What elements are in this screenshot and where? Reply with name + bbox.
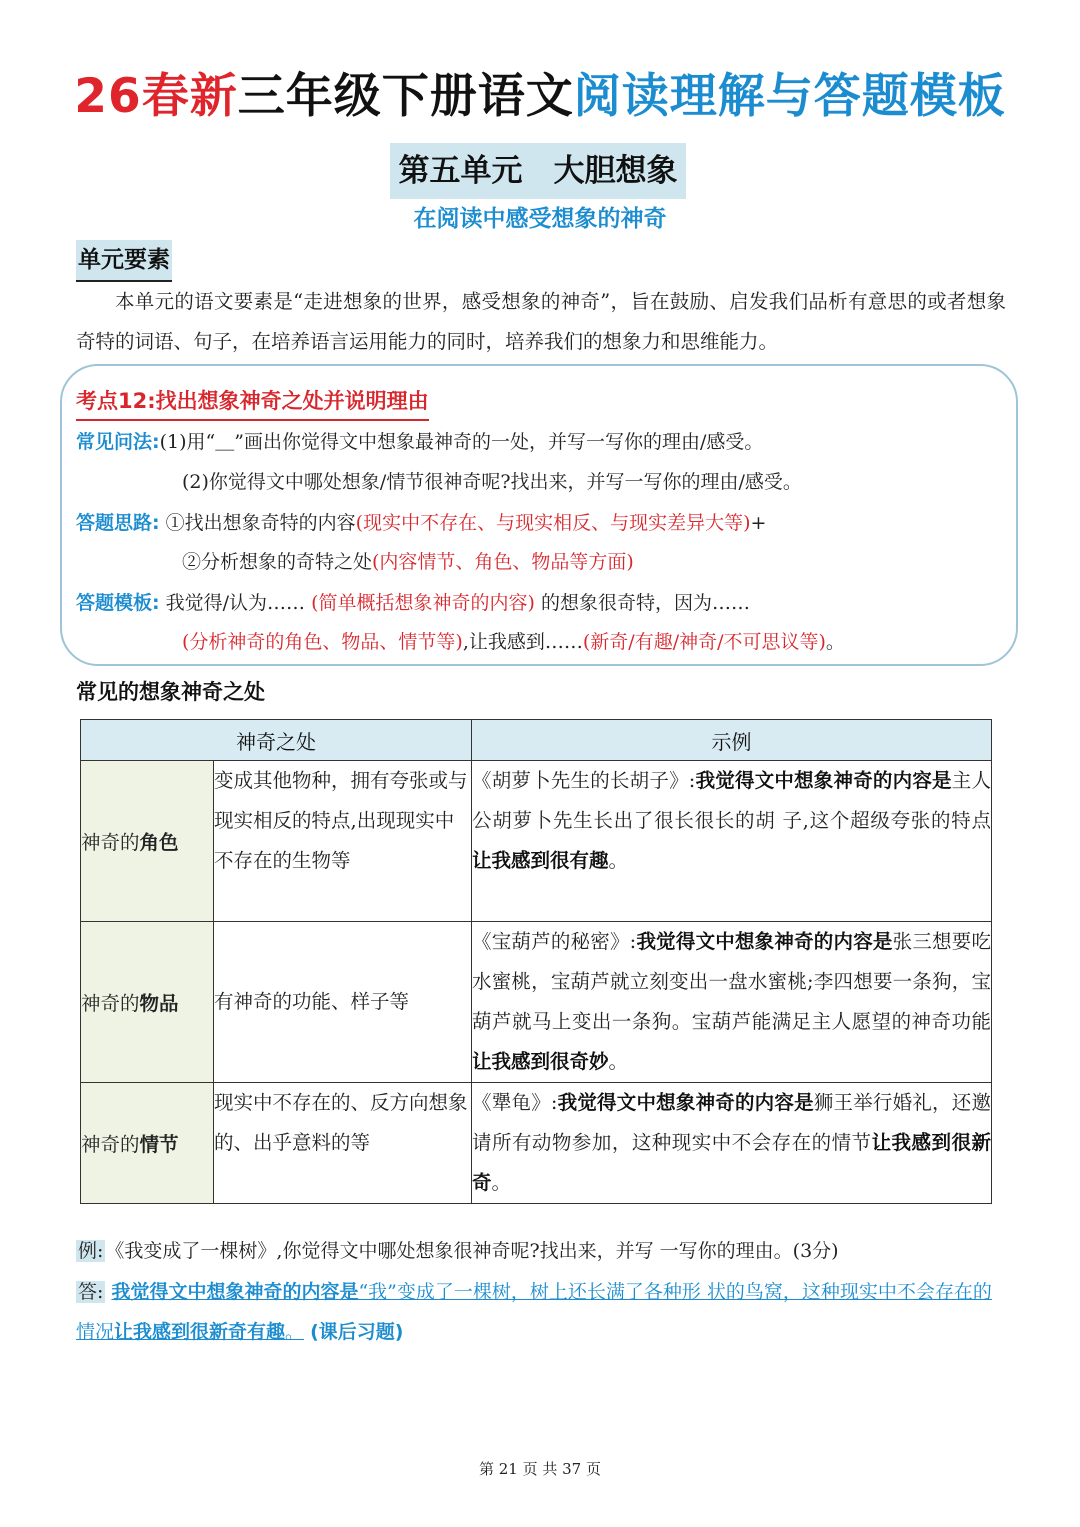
category-prefix: 神奇的 bbox=[81, 831, 140, 854]
template-2-d: 。 bbox=[825, 631, 845, 653]
example-end: 。 bbox=[608, 849, 629, 872]
answer-underlined bbox=[76, 1281, 992, 1343]
example-end: 。 bbox=[491, 1171, 512, 1194]
table-row bbox=[81, 922, 992, 1083]
answer-block bbox=[76, 1272, 1006, 1352]
page-footer: 第 21 页 共 37 页 bbox=[478, 1460, 601, 1478]
example-body: 张三想要吃水蜜桃，宝葫芦就立刻变出一盘水蜜桃;李四想要一条狗，宝葫芦就马上变出一条狗。宝葫芦能满足主人愿望的神奇功能 bbox=[472, 930, 991, 1033]
example-lead: 我觉得文中想象神奇的内容是 bbox=[636, 930, 893, 953]
template-1-b: (简单概括想象神奇的内容) bbox=[311, 592, 535, 614]
title-part-3: 阅读理解与答题模板 bbox=[573, 69, 1006, 124]
category-cell bbox=[81, 761, 214, 922]
think-label: 答题思路: bbox=[76, 512, 160, 534]
example-book: 《宝葫芦的秘密》: bbox=[472, 930, 637, 953]
example-body: 主人公胡萝卜先生长出了很长很长的胡 子,这个超级夸张的特点 bbox=[472, 769, 991, 832]
table-row bbox=[81, 1083, 992, 1204]
example-cell bbox=[472, 922, 992, 1083]
template-row-2 bbox=[182, 622, 845, 662]
template-1-c: 的想象很奇特，因为…… bbox=[540, 592, 750, 614]
think-1-note: (现实中不存在、与现实相反、与现实差异大等) bbox=[355, 512, 751, 534]
example-lead: 我觉得文中想象神奇的内容是 bbox=[557, 1091, 814, 1114]
description-cell: 现实中不存在的、反方向想象的、出乎意料的等 bbox=[214, 1083, 472, 1204]
answer-text-2: 。 bbox=[285, 1321, 305, 1343]
question-label: 常见问法: bbox=[76, 431, 160, 453]
page-title bbox=[0, 62, 1080, 132]
template-row-1 bbox=[76, 583, 750, 623]
think-2-note: (内容情节、角色、物品等方面) bbox=[372, 551, 634, 573]
table-header-cell: 示例 bbox=[472, 720, 992, 761]
think-row-2 bbox=[182, 542, 634, 582]
example-cell bbox=[472, 761, 992, 922]
unit-subtitle: 在阅读中感受想象的神奇 bbox=[413, 206, 667, 232]
magic-table bbox=[80, 719, 992, 1204]
think-1-plus: + bbox=[750, 512, 767, 534]
description-cell: 变成其他物种，拥有夸张或与现实相反的特点,出现现实中不存在的生物等 bbox=[214, 761, 472, 922]
example-cell bbox=[472, 1083, 992, 1204]
example-feeling: 让我感到很有趣 bbox=[472, 849, 609, 872]
title-part-2: 三年级下册语文 bbox=[237, 69, 574, 124]
table-header-row bbox=[81, 720, 992, 761]
answer-bold-1: 我觉得文中想象神奇的内容是 bbox=[111, 1281, 359, 1303]
category-cell bbox=[81, 922, 214, 1083]
answer-text-1: “我”变成了一棵树，树上还长满了各种形 状的鸟窝，这种现实中不会存在的情况 bbox=[76, 1281, 992, 1343]
example-body: 狮王举行婚礼，还邀请所有动物参加，这种现实中不会存在的情节 bbox=[472, 1091, 991, 1154]
think-1-main: ①找出想象奇特的内容 bbox=[165, 512, 356, 534]
category-name: 物品 bbox=[139, 992, 179, 1015]
question-row-1 bbox=[76, 422, 763, 462]
category-cell bbox=[81, 1083, 214, 1204]
example-lead: 我觉得文中想象神奇的内容是 bbox=[695, 769, 952, 792]
example-book: 《胡萝卜先生的长胡子》: bbox=[472, 769, 696, 792]
common-title: 常见的想象神奇之处 bbox=[76, 680, 265, 704]
think-2-main: ②分析想象的奇特之处 bbox=[182, 551, 373, 573]
category-name: 角色 bbox=[139, 831, 179, 854]
category-prefix: 神奇的 bbox=[81, 1133, 140, 1156]
template-2-b: ,让我感到…… bbox=[462, 631, 583, 653]
question-2: (2)你觉得文中哪处想象/情节很神奇呢?找出来，并写一写你的理由/感受。 bbox=[182, 471, 802, 493]
category-name: 情节 bbox=[139, 1133, 179, 1156]
template-2-a: (分析神奇的角色、物品、情节等) bbox=[182, 631, 463, 653]
example-label: 例: bbox=[78, 1240, 104, 1262]
example-feeling: 让我感到很奇妙 bbox=[472, 1050, 609, 1073]
answer-bold-2: 让我感到很新奇有趣 bbox=[114, 1321, 286, 1343]
question-1: (1)用“＿”画出你觉得文中想象最神奇的一处，并写一写你的理由/感受。 bbox=[159, 431, 764, 453]
table-row bbox=[81, 761, 992, 922]
section-paragraph: 本单元的语文要素是“走进想象的世界，感受想象的神奇”，旨在鼓励、启发我们品析有意思的或者想象奇特的词语、句子，在培养语言运用能力的同时，培养我们的想象力和思维能力。 bbox=[76, 290, 1006, 353]
example-question-text: 《我变成了一棵树》,你觉得文中哪处想象很神奇呢?找出来，并写 一写你的理由。(3分) bbox=[105, 1240, 839, 1262]
template-1-a: 我觉得/认为…… bbox=[165, 592, 306, 614]
question-row-2 bbox=[182, 462, 802, 502]
unit-title: 第五单元 大胆想象 bbox=[390, 143, 686, 199]
example-end: 。 bbox=[608, 1050, 629, 1073]
table-header-cell: 神奇之处 bbox=[81, 720, 472, 761]
template-label: 答题模板: bbox=[76, 592, 160, 614]
template-2-c: (新奇/有趣/神奇/不可思议等) bbox=[582, 631, 826, 653]
example-feeling: 让我感到很新奇 bbox=[472, 1131, 991, 1194]
description-cell: 有神奇的功能、样子等 bbox=[214, 922, 472, 1083]
title-part-1: 26春新 bbox=[74, 69, 238, 124]
section-heading: 单元要素 bbox=[76, 240, 172, 282]
category-prefix: 神奇的 bbox=[81, 992, 140, 1015]
example-question bbox=[76, 1232, 839, 1270]
kaodian-title: 考点12:找出想象神奇之处并说明理由 bbox=[76, 383, 429, 421]
example-book: 《犟龟》: bbox=[472, 1091, 558, 1114]
answer-source: (课后习题) bbox=[310, 1321, 404, 1343]
think-row-1 bbox=[76, 503, 766, 543]
answer-label: 答: bbox=[78, 1281, 104, 1303]
